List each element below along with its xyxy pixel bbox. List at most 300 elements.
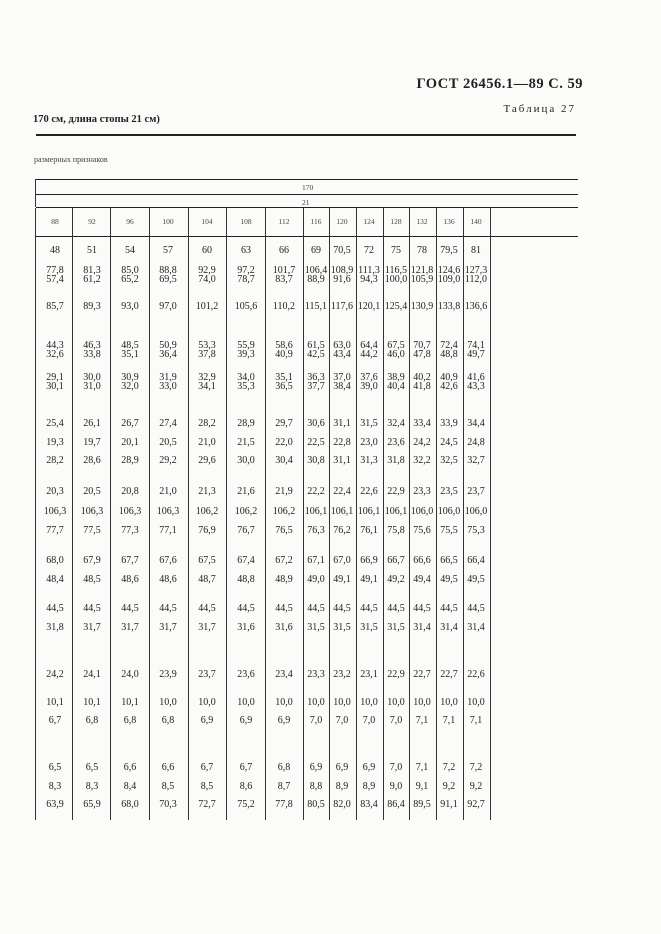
- table-cell: 10,1: [83, 697, 101, 708]
- table-cell: 70,3: [159, 799, 177, 810]
- table-cell: 44,3: [46, 340, 64, 351]
- table-cell: 32,7: [467, 455, 485, 466]
- table-cell: 10,0: [275, 697, 293, 708]
- table-cell: 49,1: [360, 574, 378, 585]
- table-cell: 6,8: [277, 762, 291, 773]
- table-cell: 32,2: [413, 455, 431, 466]
- column-header: 100: [162, 217, 174, 226]
- table-cell: 106,0: [410, 506, 434, 517]
- table-cell: 106,1: [304, 506, 328, 517]
- table-cell: 30,9: [121, 372, 139, 383]
- table-cell: 81,3: [83, 265, 101, 276]
- table-cell: 6,9: [335, 762, 349, 773]
- foot-length-value: 21: [302, 198, 310, 207]
- table-cell: 101,7: [272, 265, 296, 276]
- table-cell: 116,5: [384, 265, 408, 276]
- table-cell: 67,9: [83, 555, 101, 566]
- table-cell: 21,9: [275, 486, 293, 497]
- table-cell: 8,9: [335, 781, 349, 792]
- table-cell: 31,9: [159, 372, 177, 383]
- table-cell: 44,5: [360, 603, 378, 614]
- table-cell: 44,5: [333, 603, 351, 614]
- table-cell: 97,0: [159, 301, 177, 312]
- table-cell: 67,4: [237, 555, 255, 566]
- table-cell: 67,1: [307, 555, 325, 566]
- table-cell: 31,7: [83, 622, 101, 633]
- table-cell: 29,7: [275, 418, 293, 429]
- table-cell: 23,6: [237, 669, 255, 680]
- table-cell: 31,7: [159, 622, 177, 633]
- table-cell: 7,0: [309, 715, 323, 726]
- table-cell: 49,7: [467, 349, 485, 360]
- table-cell: 125,4: [384, 301, 408, 312]
- table-cell: 9,2: [469, 781, 483, 792]
- table-cell: 106,3: [80, 506, 104, 517]
- table-cell: 85,0: [121, 265, 139, 276]
- table-cell: 21,5: [237, 437, 255, 448]
- table-cell: 117,6: [330, 301, 354, 312]
- table-cell: 6,8: [123, 715, 137, 726]
- table-cell: 69: [311, 245, 321, 256]
- table-cell: 28,6: [83, 455, 101, 466]
- table-cell: 106,2: [195, 506, 219, 517]
- column-header: 104: [201, 217, 213, 226]
- table-label: Таблица 27: [503, 103, 576, 115]
- table-cell: 36,5: [275, 381, 293, 392]
- table-cell: 69,5: [159, 274, 177, 285]
- divider: [36, 207, 578, 208]
- table-cell: 9,2: [442, 781, 456, 792]
- table-cell: 6,5: [85, 762, 99, 773]
- table-cell: 106,3: [156, 506, 180, 517]
- table-cell: 66,4: [467, 555, 485, 566]
- table-cell: 111,3: [358, 265, 380, 276]
- table-cell: 67,2: [275, 555, 293, 566]
- table-cell: 76,1: [360, 525, 378, 536]
- table-cell: 48,7: [198, 574, 216, 585]
- table-cell: 75,2: [237, 799, 255, 810]
- table-cell: 89,5: [413, 799, 431, 810]
- table-cell: 61,5: [307, 340, 325, 351]
- table-cell: 44,2: [360, 349, 378, 360]
- table-cell: 29,2: [159, 455, 177, 466]
- table-cell: 83,4: [360, 799, 378, 810]
- table-cell: 76,7: [237, 525, 255, 536]
- table-cell: 33,4: [413, 418, 431, 429]
- table-cell: 23,7: [198, 669, 216, 680]
- table-cell: 33,0: [159, 381, 177, 392]
- table-cell: 21,0: [159, 486, 177, 497]
- table-cell: 75: [391, 245, 401, 256]
- table-cell: 48,6: [159, 574, 177, 585]
- table-cell: 121,8: [410, 265, 434, 276]
- table-cell: 86,4: [387, 799, 405, 810]
- table-cell: 10,0: [360, 697, 378, 708]
- table-cell: 6,6: [161, 762, 175, 773]
- table-cell: 24,5: [440, 437, 458, 448]
- table-cell: 49,0: [307, 574, 325, 585]
- table-cell: 55,9: [237, 340, 255, 351]
- table-cell: 106,1: [384, 506, 408, 517]
- table-cell: 66,5: [440, 555, 458, 566]
- table-cell: 60: [202, 245, 212, 256]
- table-cell: 41,8: [413, 381, 431, 392]
- table-cell: 10,0: [237, 697, 255, 708]
- table-cell: 31,0: [83, 381, 101, 392]
- height-value: 170: [302, 183, 314, 192]
- table-cell: 33,8: [83, 349, 101, 360]
- table-cell: 97,2: [237, 265, 255, 276]
- table-cell: 66,9: [360, 555, 378, 566]
- table-cell: 31,3: [360, 455, 378, 466]
- table-cell: 63,9: [46, 799, 64, 810]
- table-cell: 22,0: [275, 437, 293, 448]
- table-cell: 35,1: [275, 372, 293, 383]
- table-cell: 53,3: [198, 340, 216, 351]
- table-cell: 74,0: [198, 274, 216, 285]
- table-cell: 22,5: [307, 437, 325, 448]
- table-cell: 7,1: [469, 715, 483, 726]
- table-cell: 32,0: [121, 381, 139, 392]
- table-cell: 74,1: [467, 340, 485, 351]
- table-cell: 20,1: [121, 437, 139, 448]
- table-cell: 6,9: [362, 762, 376, 773]
- table-cell: 31,5: [333, 622, 351, 633]
- table-cell: 75,8: [387, 525, 405, 536]
- table-cell: 115,1: [304, 301, 328, 312]
- table-cell: 65,2: [121, 274, 139, 285]
- table-cell: 136,6: [464, 301, 488, 312]
- table-cell: 77,8: [275, 799, 293, 810]
- table-cell: 6,9: [200, 715, 214, 726]
- table-cell: 33,9: [440, 418, 458, 429]
- table-cell: 67,0: [333, 555, 351, 566]
- table-cell: 44,5: [413, 603, 431, 614]
- table-cell: 75,5: [440, 525, 458, 536]
- table-cell: 19,3: [46, 437, 64, 448]
- table-cell: 31,7: [198, 622, 216, 633]
- table-cell: 30,1: [46, 381, 64, 392]
- table-cell: 42,6: [440, 381, 458, 392]
- table-cell: 30,4: [275, 455, 293, 466]
- table-cell: 39,3: [237, 349, 255, 360]
- table-cell: 92,9: [198, 265, 216, 276]
- table-cell: 31,8: [387, 455, 405, 466]
- table-cell: 22,6: [360, 486, 378, 497]
- table-cell: 106,0: [437, 506, 461, 517]
- table-cell: 10,0: [413, 697, 431, 708]
- table-cell: 35,1: [121, 349, 139, 360]
- table-cell: 30,8: [307, 455, 325, 466]
- table-cell: 20,5: [159, 437, 177, 448]
- table-cell: 100,0: [384, 274, 408, 285]
- table-cell: 77,5: [83, 525, 101, 536]
- table-cell: 112,0: [464, 274, 488, 285]
- table-cell: 44,5: [46, 603, 64, 614]
- table-cell: 23,0: [360, 437, 378, 448]
- table-cell: 65,9: [83, 799, 101, 810]
- table-cell: 106,1: [357, 506, 381, 517]
- table-cell: 67,6: [159, 555, 177, 566]
- table-cell: 40,9: [275, 349, 293, 360]
- column-header: 96: [126, 217, 134, 226]
- table-cell: 28,9: [237, 418, 255, 429]
- table-cell: 67,5: [387, 340, 405, 351]
- table-cell: 24,2: [46, 669, 64, 680]
- table-cell: 106,4: [304, 265, 328, 276]
- table-cell: 6,9: [239, 715, 253, 726]
- table-cell: 130,9: [410, 301, 434, 312]
- table-cell: 133,8: [437, 301, 461, 312]
- table-cell: 6,7: [48, 715, 62, 726]
- column-header: 92: [88, 217, 96, 226]
- table-cell: 67,5: [198, 555, 216, 566]
- table-cell: 22,7: [440, 669, 458, 680]
- table-cell: 54: [125, 245, 135, 256]
- table-cell: 109,0: [437, 274, 461, 285]
- table-cell: 44,5: [440, 603, 458, 614]
- table-cell: 124,6: [437, 265, 461, 276]
- table-cell: 78,7: [237, 274, 255, 285]
- divider: [36, 179, 578, 180]
- table-cell: 43,3: [467, 381, 485, 392]
- table-cell: 10,0: [440, 697, 458, 708]
- table-cell: 10,0: [307, 697, 325, 708]
- table-cell: 51: [87, 245, 97, 256]
- table-cell: 8,4: [123, 781, 137, 792]
- table-cell: 40,9: [440, 372, 458, 383]
- table-cell: 30,6: [307, 418, 325, 429]
- table-cell: 21,0: [198, 437, 216, 448]
- table-cell: 7,2: [442, 762, 456, 773]
- table-cell: 10,0: [333, 697, 351, 708]
- table-cell: 10,0: [387, 697, 405, 708]
- table-cell: 89,3: [83, 301, 101, 312]
- table-cell: 44,5: [198, 603, 216, 614]
- table-cell: 21,3: [198, 486, 216, 497]
- table-cell: 8,7: [277, 781, 291, 792]
- table-cell: 31,8: [46, 622, 64, 633]
- table-cell: 49,5: [467, 574, 485, 585]
- table-cell: 32,5: [440, 455, 458, 466]
- table-cell: 31,6: [275, 622, 293, 633]
- table-cell: 105,9: [410, 274, 434, 285]
- table-cell: 48: [50, 245, 60, 256]
- table-cell: 66,6: [413, 555, 431, 566]
- table-cell: 36,3: [307, 372, 325, 383]
- table-cell: 38,4: [333, 381, 351, 392]
- table-cell: 31,4: [467, 622, 485, 633]
- table-cell: 6,9: [309, 762, 323, 773]
- table-cell: 29,1: [46, 372, 64, 383]
- table-cell: 22,9: [387, 486, 405, 497]
- table-cell: 22,6: [467, 669, 485, 680]
- table-cell: 76,3: [307, 525, 325, 536]
- table-cell: 31,5: [307, 622, 325, 633]
- table-cell: 10,1: [46, 697, 64, 708]
- table-cell: 32,9: [198, 372, 216, 383]
- table-cell: 76,9: [198, 525, 216, 536]
- table-cell: 49,5: [440, 574, 458, 585]
- table-cell: 43,4: [333, 349, 351, 360]
- column-header: 128: [390, 217, 402, 226]
- table-cell: 72,7: [198, 799, 216, 810]
- table-cell: 101,2: [195, 301, 219, 312]
- table-cell: 76,2: [333, 525, 351, 536]
- column-header: 120: [336, 217, 348, 226]
- table-cell: 6,8: [85, 715, 99, 726]
- table-cell: 48,5: [121, 340, 139, 351]
- table-cell: 46,0: [387, 349, 405, 360]
- table-cell: 44,5: [159, 603, 177, 614]
- table-cell: 82,0: [333, 799, 351, 810]
- table-cell: 21,6: [237, 486, 255, 497]
- table-cell: 22,7: [413, 669, 431, 680]
- table-cell: 106,2: [272, 506, 296, 517]
- table-cell: 80,5: [307, 799, 325, 810]
- table-cell: 22,4: [333, 486, 351, 497]
- table-cell: 37,0: [333, 372, 351, 383]
- table-cell: 44,5: [275, 603, 293, 614]
- table-cell: 79,5: [440, 245, 458, 256]
- table-cell: 19,7: [83, 437, 101, 448]
- table-cell: 26,7: [121, 418, 139, 429]
- table-cell: 83,7: [275, 274, 293, 285]
- table-cell: 31,4: [413, 622, 431, 633]
- divider: [35, 179, 36, 207]
- table-cell: 28,2: [46, 455, 64, 466]
- table-cell: 72,4: [440, 340, 458, 351]
- table-cell: 120,1: [357, 301, 381, 312]
- table-cell: 7,0: [335, 715, 349, 726]
- table-cell: 7,2: [469, 762, 483, 773]
- table-cell: 44,5: [121, 603, 139, 614]
- table-cell: 61,2: [83, 274, 101, 285]
- table-cell: 44,5: [387, 603, 405, 614]
- table-cell: 44,5: [307, 603, 325, 614]
- table-cell: 41,6: [467, 372, 485, 383]
- table-cell: 105,6: [234, 301, 258, 312]
- table-cell: 31,5: [360, 622, 378, 633]
- column-header: 124: [363, 217, 375, 226]
- column-header: 116: [310, 217, 322, 226]
- table-cell: 63: [241, 245, 251, 256]
- table-cell: 9,1: [415, 781, 429, 792]
- table-cell: 49,4: [413, 574, 431, 585]
- table-cell: 31,5: [387, 622, 405, 633]
- table-cell: 127,3: [464, 265, 488, 276]
- table-cell: 8,3: [85, 781, 99, 792]
- table-cell: 48,4: [46, 574, 64, 585]
- table-cell: 24,0: [121, 669, 139, 680]
- table-cell: 88,8: [159, 265, 177, 276]
- table-cell: 66,7: [387, 555, 405, 566]
- table-cell: 92,7: [467, 799, 485, 810]
- column-header: 136: [443, 217, 455, 226]
- table-cell: 23,1: [360, 669, 378, 680]
- table-cell: 24,2: [413, 437, 431, 448]
- table-cell: 34,1: [198, 381, 216, 392]
- table-cell: 8,5: [161, 781, 175, 792]
- table-cell: 77,8: [46, 265, 64, 276]
- table-cell: 29,6: [198, 455, 216, 466]
- table-cell: 40,2: [413, 372, 431, 383]
- table-cell: 94,3: [360, 274, 378, 285]
- table-cell: 6,7: [200, 762, 214, 773]
- table-cell: 20,5: [83, 486, 101, 497]
- table-cell: 91,1: [440, 799, 458, 810]
- table-cell: 22,2: [307, 486, 325, 497]
- table-cell: 6,7: [239, 762, 253, 773]
- table-cell: 34,4: [467, 418, 485, 429]
- table-cell: 8,8: [309, 781, 323, 792]
- table-cell: 22,9: [387, 669, 405, 680]
- table-cell: 10,0: [198, 697, 216, 708]
- table-cell: 7,0: [389, 715, 403, 726]
- table-cell: 23,3: [307, 669, 325, 680]
- table-subtitle: 170 см, длина стопы 21 см): [33, 114, 160, 125]
- table-cell: 85,7: [46, 301, 64, 312]
- table-cell: 24,8: [467, 437, 485, 448]
- table-cell: 42,5: [307, 349, 325, 360]
- table-cell: 40,4: [387, 381, 405, 392]
- table-cell: 31,5: [360, 418, 378, 429]
- table-cell: 77,3: [121, 525, 139, 536]
- table-cell: 23,2: [333, 669, 351, 680]
- table-cell: 106,3: [118, 506, 142, 517]
- table-cell: 72: [364, 245, 374, 256]
- table-cell: 106,2: [234, 506, 258, 517]
- table-cell: 70,7: [413, 340, 431, 351]
- table-cell: 70,5: [333, 245, 351, 256]
- column-header: 108: [240, 217, 252, 226]
- table-cell: 57: [163, 245, 173, 256]
- table-cell: 35,3: [237, 381, 255, 392]
- table-cell: 68,0: [121, 799, 139, 810]
- table-cell: 23,3: [413, 486, 431, 497]
- table-cell: 9,0: [389, 781, 403, 792]
- divider: [36, 236, 578, 237]
- table-cell: 39,0: [360, 381, 378, 392]
- table-cell: 93,0: [121, 301, 139, 312]
- table-cell: 31,4: [440, 622, 458, 633]
- table-cell: 91,6: [333, 274, 351, 285]
- table-cell: 57,4: [46, 274, 64, 285]
- table-cell: 48,6: [121, 574, 139, 585]
- table-cell: 20,8: [121, 486, 139, 497]
- table-cell: 10,1: [121, 697, 139, 708]
- table-cell: 6,8: [161, 715, 175, 726]
- table-cell: 44,5: [467, 603, 485, 614]
- table-cell: 6,5: [48, 762, 62, 773]
- table-cell: 37,6: [360, 372, 378, 383]
- table-cell: 23,7: [467, 486, 485, 497]
- column-header: 140: [470, 217, 482, 226]
- table-cell: 7,0: [389, 762, 403, 773]
- table-cell: 10,0: [467, 697, 485, 708]
- table-cell: 37,7: [307, 381, 325, 392]
- table-cell: 32,6: [46, 349, 64, 360]
- table-cell: 68,0: [46, 555, 64, 566]
- table-cell: 106,3: [43, 506, 67, 517]
- column-header: 88: [51, 217, 59, 226]
- table-cell: 34,0: [237, 372, 255, 383]
- table-cell: 8,5: [200, 781, 214, 792]
- table-cell: 22,8: [333, 437, 351, 448]
- table-cell: 20,3: [46, 486, 64, 497]
- table-cell: 24,1: [83, 669, 101, 680]
- table-cell: 7,1: [415, 715, 429, 726]
